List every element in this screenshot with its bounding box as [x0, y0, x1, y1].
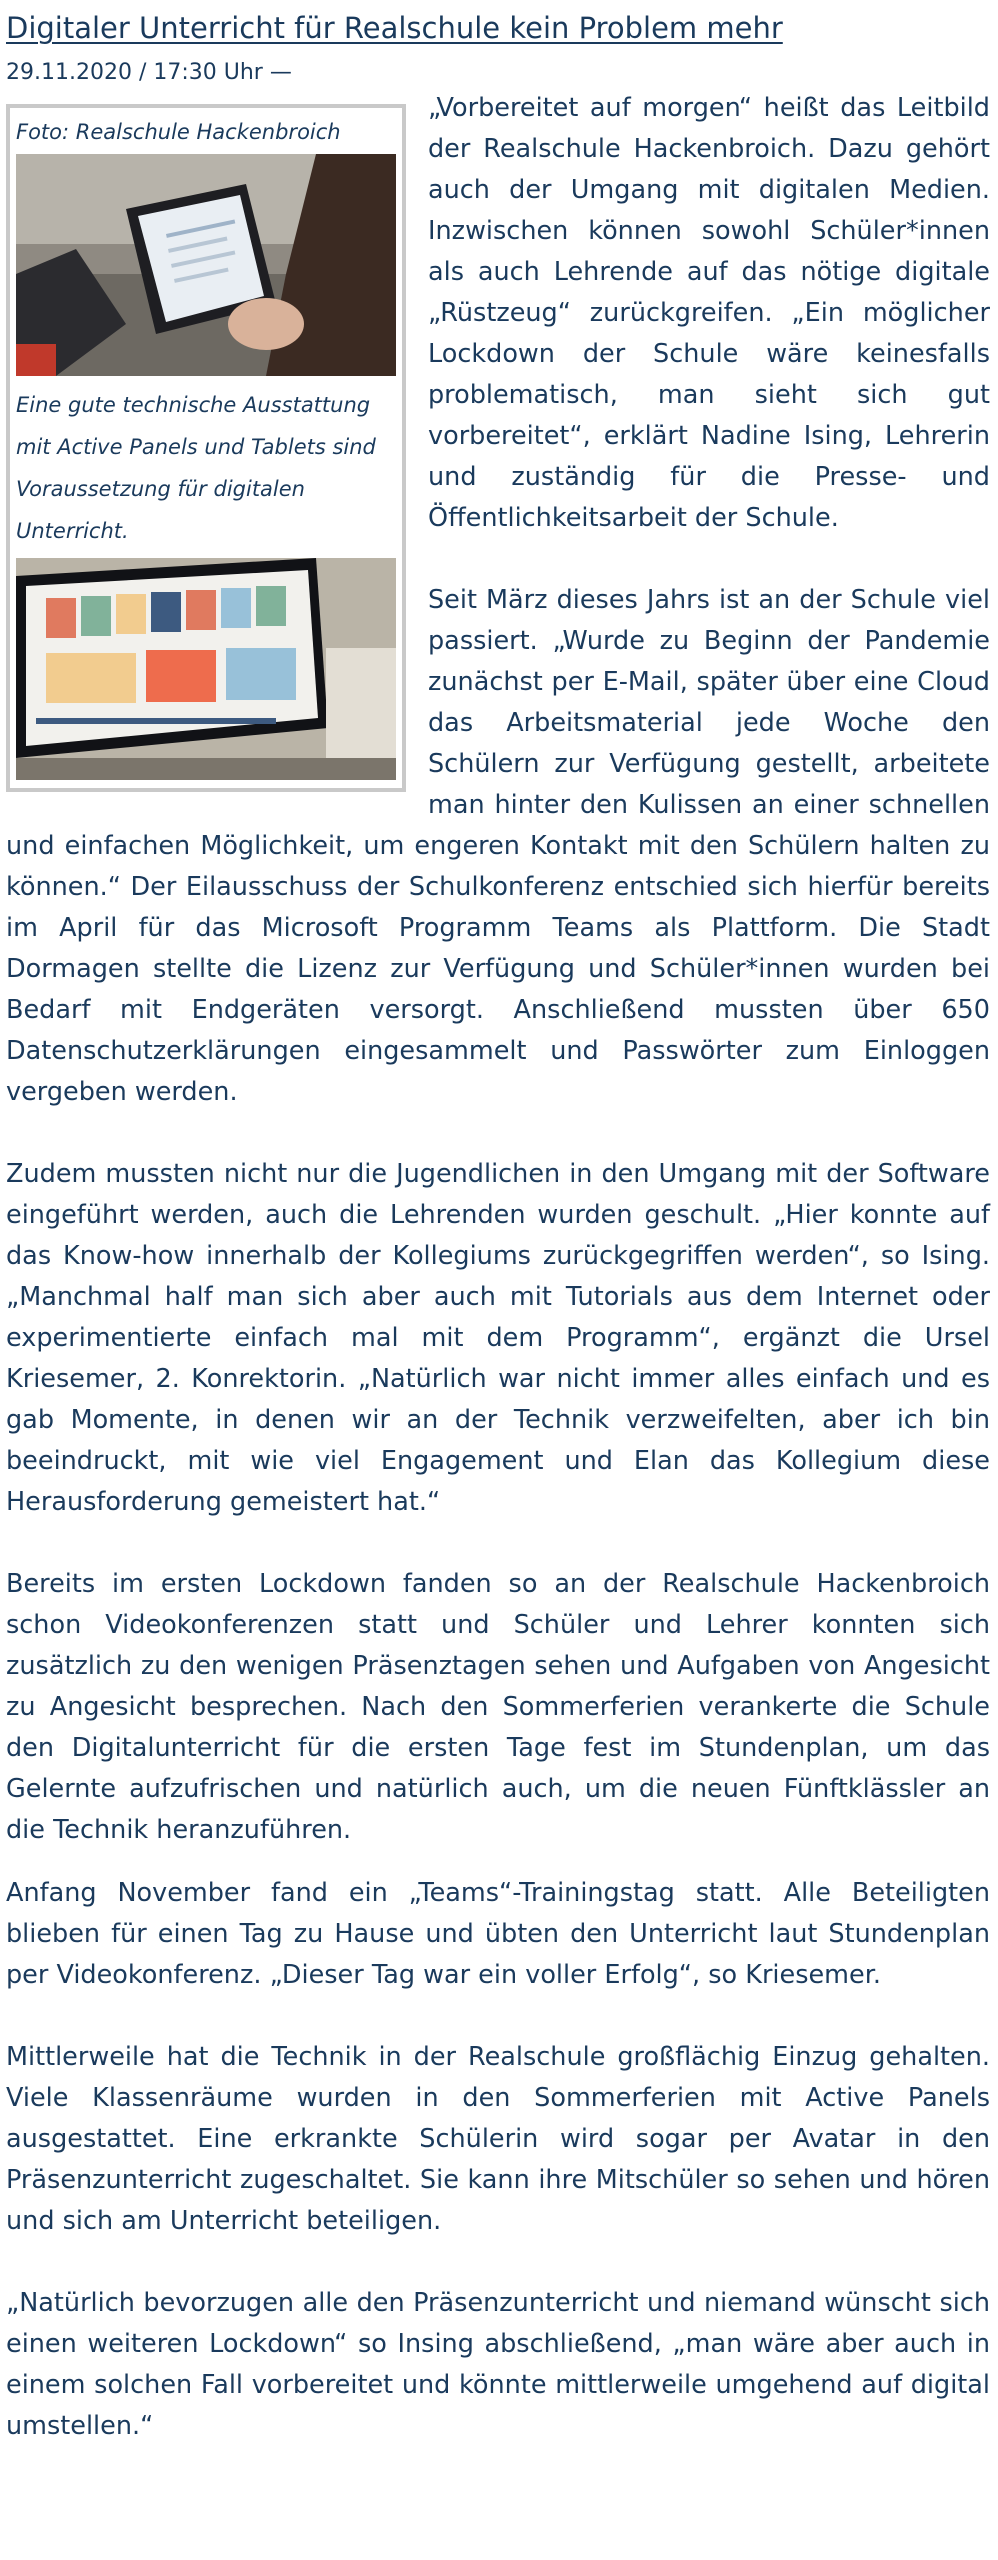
active-panel-photo: [16, 558, 396, 780]
paragraph: „Vorbereitet auf morgen“ heißt das Leitbild der Realschule Hackenbroich. Dazu gehört auch der Umgang mit digitalen Medien. Inzwischen können sowohl Schüler*innen als auch Lehrende auf das nötige digitale „Rüstzeug“ zurückgreifen. „Ein möglicher Lockdown der Schule wäre keinesfalls problematisch, man sieht sich gut vorbereitet“, erklärt Nadine Ising, Lehrerin und zuständig für die Presse- und Öffentlichkeitsarbeit der Schule.: [428, 93, 990, 533]
article: [6, 10, 990, 2488]
paragraph: Mittlerweile hat die Technik in der Realschule großflächig Einzug gehalten. Viele Klassenräume wurden in den Sommerferien mit Active Panels ausgestattet. Eine erkrankte Schülerin wird sogar per Avatar in den Präsenzunterricht zugeschaltet. Sie kann ihre Mitschüler so sehen und hören und sich am Unterricht beteiligen.: [6, 2042, 990, 2236]
paragraph: „Natürlich bevorzugen alle den Präsenzunterricht und niemand wünscht sich einen weiteren Lockdown“ so Insing abschließend, „man wäre aber auch in einem solchen Fall vorbereitet und könnte mittlerweile umgehend auf digital umstellen.“: [6, 2288, 990, 2441]
paragraph: Anfang November fand ein „Teams“-Trainingstag statt. Alle Beteiligten blieben für einen Tag zu Hause und übten den Unterricht laut Stundenplan per Videokonferenz. „Dieser Tag war ein voller Erfolg“, so Kriesemer.: [6, 1878, 990, 1990]
tablet-photo: [16, 154, 396, 376]
paragraph: Bereits im ersten Lockdown fanden so an der Realschule Hackenbroich schon Videokonferenzen statt und Schüler und Lehrer konnten sich zusätzlich zu den wenigen Präsenztagen sehen und Aufgaben von Angesicht zu Angesicht besprechen. Nach den Sommerferien verankerte die Schule den Digitalunterricht für die ersten Tage fest im Stundenplan, um das Gelernte aufzufrischen und natürlich auch, um die neuen Fünftklässler an die Technik heranzuführen.: [6, 1569, 990, 1845]
article-figure: [6, 104, 406, 792]
figure-caption: Eine gute technische Ausstattung mit Active Panels und Tablets sind Voraussetzung für digitalen Unterricht.: [16, 393, 376, 543]
paragraph: Zudem mussten nicht nur die Jugendlichen in den Umgang mit der Software eingeführt werden, auch die Lehrenden wurden geschult. „Hier konnte auf das Know-how innerhalb der Kollegiums zurückgegriffen werden“, so Ising. „Manchmal half man sich aber auch mit Tutorials aus dem Internet oder experimentierte einfach mal mit dem Programm“, ergänzt die Ursel Kriesemer, 2. Konrektorin. „Natürlich war nicht immer alles einfach und es gab Momente, in denen wir an der Technik verzweifelten, aber ich bin beeindruckt, mit wie viel Engagement und Elan das Kollegium diese Herausforderung gemeistert hat.“: [6, 1159, 990, 1517]
article-title-link[interactable]: Digitaler Unterricht für Realschule kein Problem mehr: [6, 11, 783, 45]
article-date: 29.11.2020 / 17:30 Uhr —: [6, 60, 292, 85]
paragraph: Seit März dieses Jahrs ist an der Schule viel passiert. „Wurde zu Beginn der Pandemie zunächst per E-Mail, später über eine Cloud das Arbeitsmaterial jede Woche den Schülern zur Verfügung gestellt, arbeitete man hinter den Kulissen an einer schnellen und einfachen Möglichkeit, um engeren Kontakt mit den Schülern halten zu können.“ Der Eilausschuss der Schulkonferenz entschied sich hierfür bereits im April für das Microsoft Programm Teams als Plattform. Die Stadt Dormagen stellte die Lizenz zur Verfügung und Schüler*innen wurden bei Bedarf mit Endgeräten versorgt. Anschließend mussten über 650 Datenschutzerklärungen eingesammelt und Passwörter zum Einloggen vergeben werden.: [6, 585, 990, 1107]
photo-credit: Foto: Realschule Hackenbroich: [16, 120, 341, 144]
